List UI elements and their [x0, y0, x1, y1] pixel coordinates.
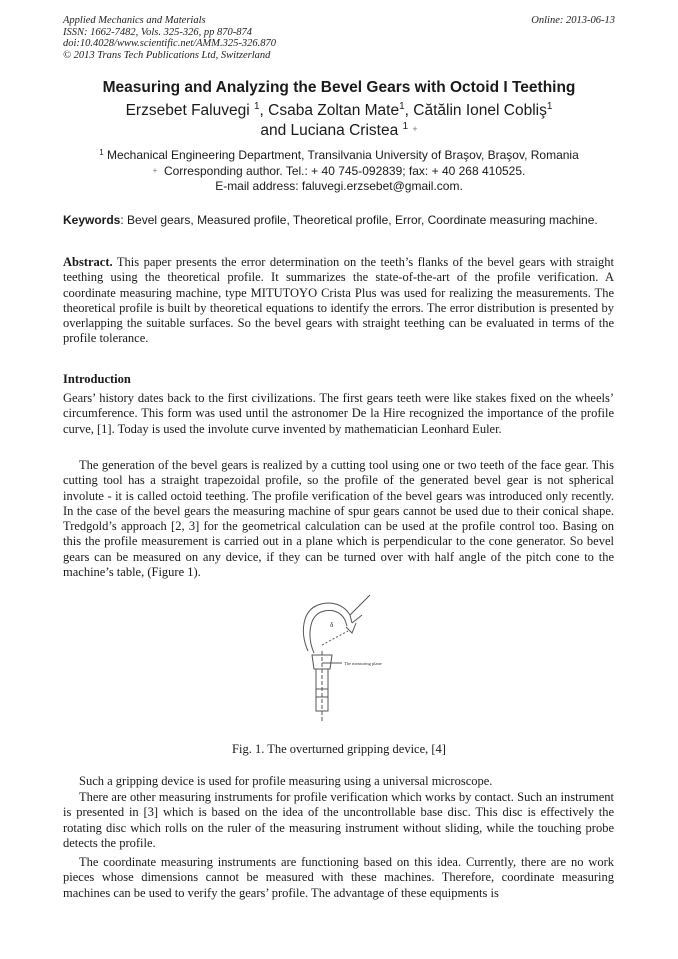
body-paragraph-5-text: The coordinate measuring instruments are functioning based on this idea. Currently, there are no work pieces whose dimensions cannot be measured with these machines. Therefore, coordinate measuring machines can be used to verify the gears’ profile. The advantage of these equipments is: [63, 855, 614, 900]
gripping-device-figure: [292, 593, 392, 723]
affiliations: [40, 148, 638, 194]
intro-paragraph-2: [63, 458, 614, 580]
author-cristea: and Luciana Cristea: [260, 122, 399, 139]
affil-sup: 1: [546, 101, 553, 112]
section-heading-introduction: Introduction: [63, 372, 131, 386]
angle-line: [322, 631, 348, 645]
probe-arm: [350, 595, 370, 623]
author-line-1: [40, 101, 638, 120]
intro-paragraph-1: Gears’ history dates back to the first civilizations. The first gears teeth were like stakes fixed on the wheels’ circumference. This form was used until the astronomer De la Hire recognized the importance of the profile curve, [1]. Today is used the involute curve invented by mathematician Leonhard Euler.: [63, 391, 614, 436]
email-line: E-mail address: faluvegi.erzsebet@gmail.com.: [215, 179, 463, 193]
affil-number: 1: [99, 148, 104, 157]
affil-sup: 1: [402, 121, 409, 132]
abstract-text: This paper presents the error determination on the teeth’s flanks of the bevel gears with straight teething using the theoretical profile. It summarizes the state-of-the-art of the profile verification. A coordinate measuring machine, type MITUTOYO Crista Plus was used for realizing the measurements. The theoretical profile is built by theoretical equations to identify the errors. The error distribution is presented by overlapping the suitable surfaces. So the bevel gears with straight teething can be evaluated in terms of the profile tolerance.: [63, 255, 614, 346]
author-faluvegi: Erzsebet Faluvegi: [125, 102, 250, 119]
figure-caption: Fig. 1. The overturned gripping device, [4]: [232, 742, 446, 756]
keywords-text: : Bevel gears, Measured profile, Theoretical profile, Error, Coordinate measuring machine.: [120, 213, 598, 227]
corresponding-mark: +: [152, 166, 158, 175]
abstract-label: Abstract.: [63, 255, 113, 269]
paper-title: Measuring and Analyzing the Bevel Gears with Octoid I Teething: [102, 79, 576, 96]
affil-sup: 1: [253, 101, 260, 112]
body-paragraph-4: [63, 790, 614, 851]
corresponding-mark: +: [412, 124, 418, 134]
affil-sup: 1: [399, 101, 405, 112]
author-mate: , Csaba Zoltan Mate: [259, 102, 400, 119]
body-paragraph-5: [63, 855, 614, 901]
body-paragraph-4-text: There are other measuring instruments for profile verification which works by contact. Such an instrument is presented in [3] which is based on the idea of the uncontrollable base disc. This disc is effectively the rotating disc which rolls on the ruler of the measuring instrument without sliding, while the touching probe detects the profile.: [63, 790, 614, 850]
affiliation-line: [40, 148, 638, 163]
journal-header: [63, 15, 615, 61]
journal-name: Applied Mechanics and Materials: [63, 15, 206, 26]
clamp-inner-arc: [310, 610, 347, 653]
corresponding-author: Corresponding author. Tel.: + 40 745-092839; fax: + 40 268 410525.: [163, 164, 526, 178]
corresponding-line: [40, 163, 638, 179]
delta-label: δ: [330, 621, 334, 629]
measuring-plane-label: The measuring plane: [344, 661, 382, 666]
author-coblis: , Cătălin Ionel Cobliş: [404, 102, 547, 119]
body-paragraph-3: [63, 774, 614, 789]
author-line-2: [40, 120, 638, 140]
body-paragraph-3-text: Such a gripping device is used for profile measuring using a universal microscope.: [79, 774, 493, 788]
keywords: [63, 213, 614, 228]
doi: doi:10.4028/www.scientific.net/AMM.325-326.870: [63, 38, 276, 49]
intro-paragraph-2-text: The generation of the bevel gears is realized by a cutting tool using one or two teeth of the face gear. This cutting tool has a straight trapezoidal profile, so the profile of the generated bevel gear is not spherical involute - it is called octoid teething. The profile verification of the bevel gears was introduced only recently. In the case of the bevel gears the measuring machine of spur gears cannot be used due to their conical shape. Tredgold’s approach [2, 3] for the geometrical calculation can be used at the profile control too. Basing on this the profile measurement is carried out in a plane which is perpendicular to the cone generator. So bevel gears can be measured on any device, if they can be turned over with half angle of the pitch cone to the machine’s table, (Figure 1).: [63, 458, 614, 580]
author-list: [40, 101, 638, 140]
issn: ISSN: 1662-7482, Vols. 325-326, pp 870-874: [63, 26, 252, 38]
keywords-label: Keywords: [63, 213, 121, 227]
abstract: [63, 255, 614, 347]
copyright: © 2013 Trans Tech Publications Ltd, Switzerland: [63, 49, 271, 61]
affiliation-dept: Mechanical Engineering Department, Transilvania University of Braşov, Braşov, Romania: [107, 148, 579, 162]
online-date: Online: 2013-06-13: [531, 15, 615, 26]
